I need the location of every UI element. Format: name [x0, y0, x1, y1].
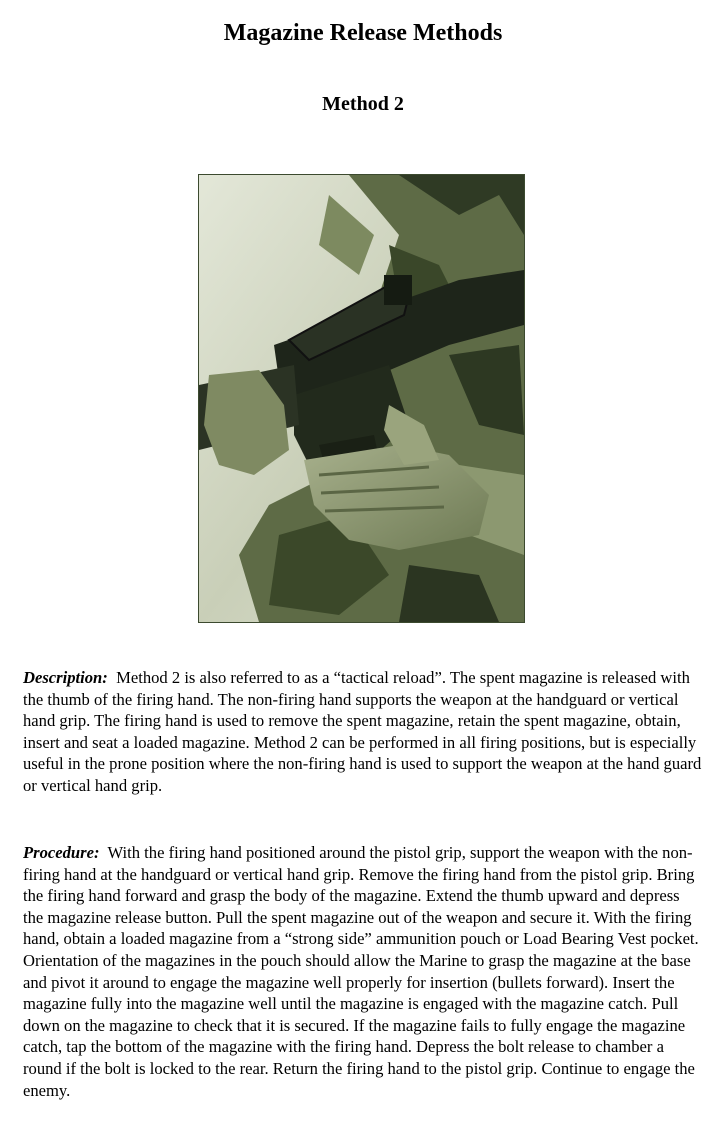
procedure-paragraph: [23, 842, 703, 1101]
rifle-reload-photo: [198, 174, 525, 623]
method-heading: Method 2: [322, 93, 404, 115]
procedure-label: Procedure:: [23, 843, 100, 862]
description-text: Method 2 is also referred to as a “tactical reload”. The spent magazine is released with the thumb of the firing hand. The non-firing hand supports the weapon at the handguard or vertical hand grip. The firing hand is used to remove the spent magazine, retain the spent magazine, obtain, insert and seat a loaded magazine. Method 2 can be performed in all firing positions, but is especially useful in the prone position where the non-firing hand is used to support the weapon at the hand guard or vertical hand grip.: [23, 668, 702, 795]
page-title: Magazine Release Methods: [223, 20, 503, 46]
description-label: Description:: [23, 668, 108, 687]
description-paragraph: [23, 667, 703, 797]
procedure-text: With the firing hand positioned around the pistol grip, support the weapon with the non-firing hand at the handguard or vertical hand grip. Remove the firing hand from the pistol grip. Bring the firing hand forward and grasp the body of the magazine. Extend the thumb upward and depress the magazine release button. Pull the spent magazine out of the weapon and secure it. With the firing hand, obtain a loaded magazine from a “strong side” ammunition pouch or Load Bearing Vest pocket. Orientation of the magazines in the pouch should allow the Marine to grasp the magazine at the base and pivot it around to engage the magazine well properly for insertion (bullets forward). Insert the magazine fully into the magazine well until the magazine is engaged with the magazine catch. Pull down on the magazine to check that it is secured. If the magazine fails to fully engage the magazine catch, tap the bottom of the magazine with the firing hand. Depress the bolt release to chamber a round if the bolt is locked to the rear. Return the firing hand to the pistol grip. Continue to engage the enemy.: [23, 843, 699, 1100]
